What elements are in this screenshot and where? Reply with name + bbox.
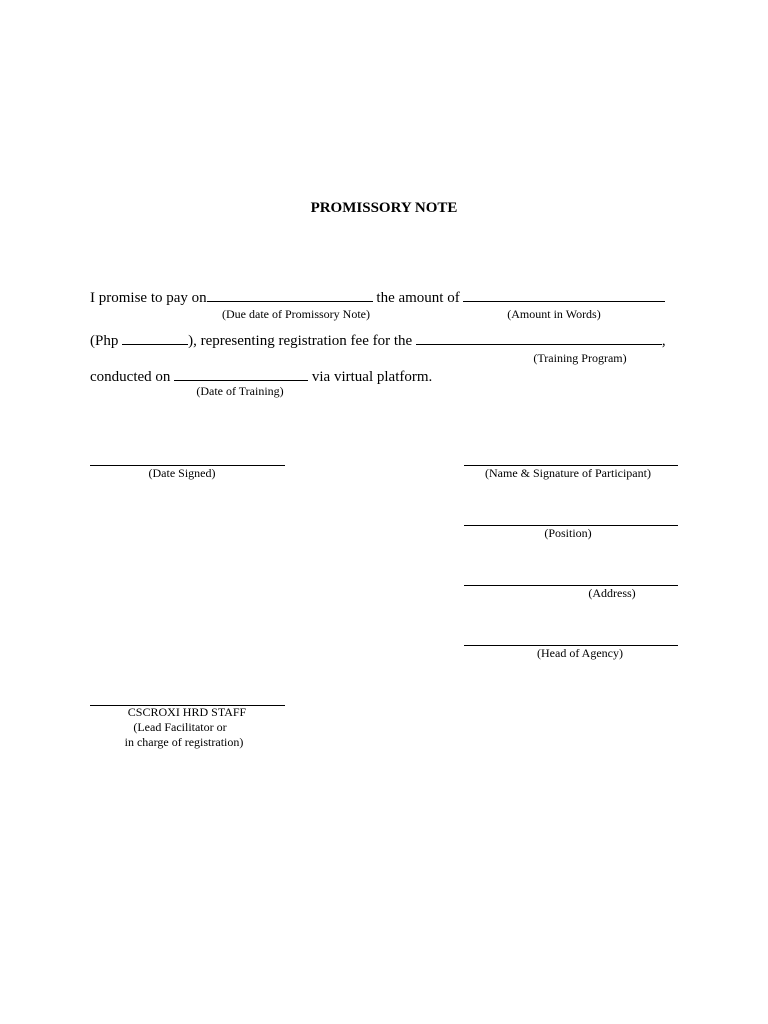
php-text: (Php: [90, 333, 119, 349]
training-program-caption: (Training Program): [533, 351, 627, 365]
staff-role-line2: in charge of registration): [124, 735, 244, 749]
amount-text: the amount of: [376, 290, 460, 306]
staff-title: CSCROXI HRD STAFF: [127, 705, 247, 719]
date-signed-caption: (Date Signed): [148, 466, 216, 480]
address-caption: (Address): [588, 586, 636, 600]
registration-line: [90, 332, 666, 350]
registration-text: ), representing registration fee for the: [188, 333, 413, 349]
amount-words-caption: (Amount in Words): [507, 307, 601, 321]
date-of-training-caption: (Date of Training): [196, 384, 284, 398]
participant-signature-caption: (Name & Signature of Participant): [485, 466, 651, 480]
staff-role-line1: (Lead Facilitator or: [133, 720, 227, 734]
document-title: PROMISSORY NOTE: [310, 200, 458, 216]
position-caption: (Position): [544, 526, 592, 540]
amount-words-blank[interactable]: [463, 289, 665, 302]
training-program-blank[interactable]: [416, 332, 662, 345]
conducted-text: conducted on: [90, 369, 171, 385]
date-of-training-blank[interactable]: [174, 368, 308, 381]
due-date-caption: (Due date of Promissory Note): [222, 307, 370, 321]
due-date-blank[interactable]: [207, 289, 373, 302]
comma-text: ,: [661, 333, 666, 349]
php-amount-blank[interactable]: [122, 332, 188, 345]
promise-line: [90, 289, 665, 307]
virtual-platform-text: via virtual platform.: [311, 369, 433, 385]
promise-text: I promise to pay on: [90, 290, 207, 306]
head-of-agency-caption: (Head of Agency): [537, 646, 623, 660]
